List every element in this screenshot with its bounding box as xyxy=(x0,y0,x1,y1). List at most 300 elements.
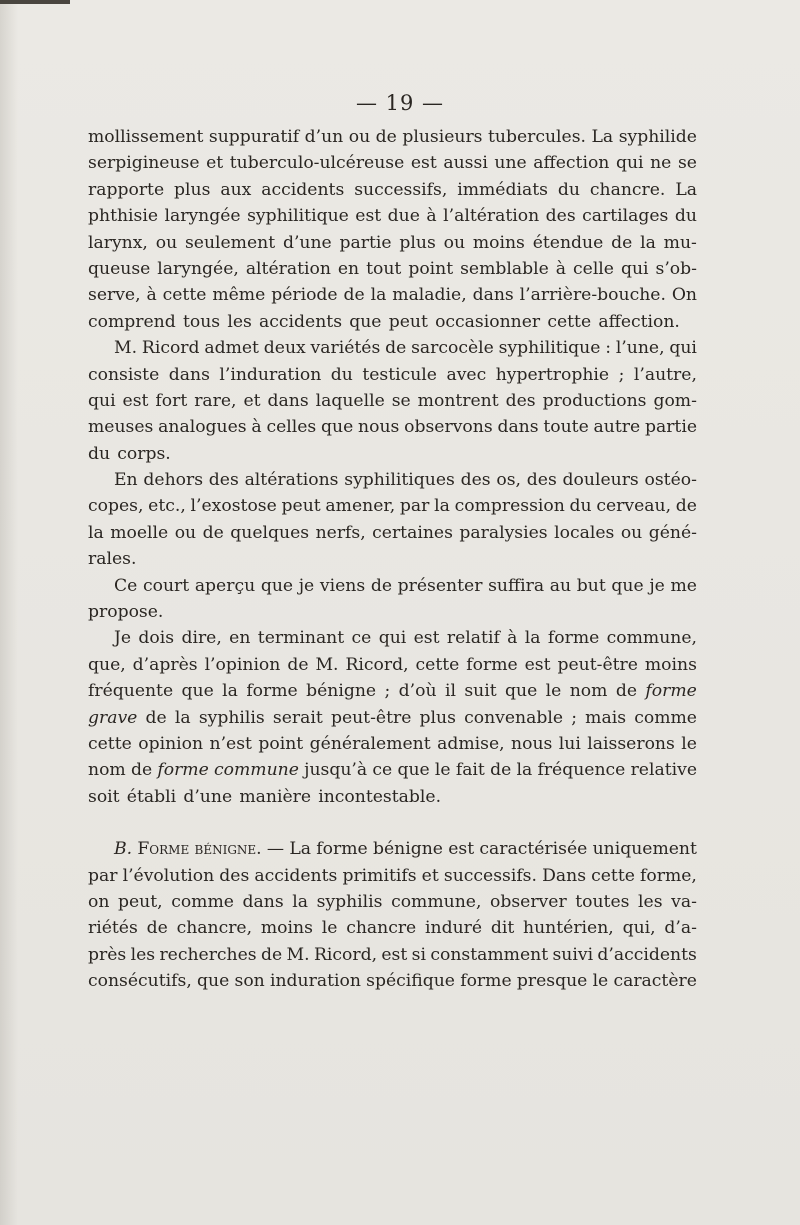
word: que xyxy=(397,760,430,781)
word: montrent xyxy=(417,390,499,411)
word: manière xyxy=(239,786,312,807)
word: serait xyxy=(272,707,323,728)
word: d’une xyxy=(183,786,233,807)
paragraph xyxy=(88,625,697,810)
word: et xyxy=(206,153,224,174)
word: plus xyxy=(399,232,436,253)
text-line xyxy=(88,863,697,889)
text-line xyxy=(88,150,697,176)
word: caractère xyxy=(613,971,697,992)
word: En xyxy=(114,470,138,491)
word: qui xyxy=(669,338,697,359)
word: commune xyxy=(214,760,299,781)
word: autre xyxy=(593,417,641,438)
word: nerfs, xyxy=(315,522,366,543)
word: copes, xyxy=(88,496,144,517)
word: point xyxy=(258,733,304,754)
word: tous xyxy=(182,311,221,332)
word: va- xyxy=(671,891,697,912)
word: forme, xyxy=(640,865,697,886)
word: admet xyxy=(204,338,259,359)
word: suppuratif xyxy=(208,127,300,147)
word: spécifique xyxy=(366,971,455,992)
word: dans xyxy=(472,285,514,306)
word: cartilages xyxy=(582,206,669,227)
word: période xyxy=(271,285,338,306)
word: des xyxy=(219,865,250,886)
word: commune, xyxy=(391,891,482,912)
word: l’opinion xyxy=(204,654,281,675)
word: du xyxy=(569,496,592,517)
word: est xyxy=(448,839,475,860)
word: riétés xyxy=(88,918,138,939)
word: l’altération xyxy=(443,206,540,227)
word: sarcocèle xyxy=(411,338,494,359)
word: chancre xyxy=(346,918,417,939)
word: ostéo- xyxy=(644,470,697,491)
word: de xyxy=(146,918,168,939)
word: cette xyxy=(547,311,592,332)
word: des xyxy=(208,470,239,491)
text-line xyxy=(88,388,697,414)
word: M. xyxy=(114,338,138,359)
word: relative xyxy=(630,760,697,781)
word: du xyxy=(330,364,353,385)
word: presque xyxy=(516,971,588,992)
word: accidents xyxy=(259,311,343,332)
word: rare, xyxy=(194,390,237,411)
text-line xyxy=(88,467,697,493)
section-heading-line xyxy=(88,836,697,862)
word: cette xyxy=(591,865,635,886)
word: près xyxy=(88,944,127,965)
word: constamment xyxy=(430,944,549,965)
word: tout xyxy=(366,258,402,279)
word: de xyxy=(611,232,633,253)
word: est xyxy=(122,390,149,411)
text-line xyxy=(88,203,697,229)
word: le xyxy=(434,760,451,781)
word: dans xyxy=(497,417,539,438)
word: que xyxy=(197,971,230,992)
word: observer xyxy=(490,891,567,912)
word: de xyxy=(370,575,393,596)
word: en xyxy=(229,628,251,649)
word: suffira xyxy=(488,575,545,596)
word: convenable xyxy=(464,707,564,728)
word: etc., xyxy=(148,496,186,517)
word: paralysies xyxy=(459,522,548,543)
word: successifs, xyxy=(354,179,448,200)
word: terminant xyxy=(257,628,345,649)
word: B. xyxy=(114,839,133,860)
word: Forme xyxy=(137,839,190,860)
word: de xyxy=(287,654,309,675)
word: viens xyxy=(319,575,366,596)
word: douleurs xyxy=(562,470,639,491)
word: de xyxy=(260,944,283,965)
word: forme xyxy=(645,681,697,702)
word: M. xyxy=(286,944,310,965)
word: ne xyxy=(650,153,672,174)
text-line xyxy=(88,678,697,704)
word: occasionner xyxy=(435,311,541,332)
word: les xyxy=(638,891,663,912)
text-line xyxy=(88,546,697,572)
word: jusqu’à xyxy=(304,760,368,781)
word: nom xyxy=(88,760,126,781)
text-line xyxy=(88,177,697,203)
word: commune, xyxy=(606,628,697,649)
word: qui xyxy=(378,628,407,649)
word: admise, xyxy=(437,733,505,754)
word: l’évolution xyxy=(122,865,215,886)
text-line xyxy=(88,731,697,757)
word: et xyxy=(243,390,261,411)
word: que xyxy=(611,575,644,596)
word: suit xyxy=(464,681,497,702)
word: le xyxy=(321,918,338,939)
word: aperçu xyxy=(194,575,256,596)
word: d’accidents xyxy=(597,944,697,965)
word: moins xyxy=(472,232,525,253)
binding-shadow xyxy=(0,0,18,1225)
text-line xyxy=(88,414,697,440)
word: la xyxy=(174,707,191,728)
word: accidents xyxy=(261,179,345,200)
word: forme xyxy=(466,654,518,675)
word: si xyxy=(411,944,426,965)
word: que xyxy=(181,681,214,702)
word: des xyxy=(545,206,576,227)
word: forme xyxy=(460,971,512,992)
word: serpigineuse xyxy=(88,153,200,174)
word: à xyxy=(555,258,567,279)
word: syphilitiques xyxy=(344,470,455,491)
word: les xyxy=(130,944,156,965)
word: larynx, xyxy=(88,232,148,253)
word: que xyxy=(349,311,382,332)
body-text xyxy=(88,124,697,995)
word: ; xyxy=(384,681,391,702)
word: des xyxy=(505,390,536,411)
word: due xyxy=(387,206,420,227)
word: est xyxy=(410,153,437,174)
word: uniquement xyxy=(592,839,697,860)
word: affection. xyxy=(598,311,680,332)
word: affection xyxy=(533,153,610,174)
word: se xyxy=(391,390,411,411)
word: aussi xyxy=(443,153,488,174)
word: induration xyxy=(269,971,361,992)
word: laryngée, xyxy=(157,258,239,279)
word: propose. xyxy=(88,602,164,623)
word: gom- xyxy=(653,390,697,411)
word: de xyxy=(385,338,407,359)
word: d’où xyxy=(398,681,437,702)
word: même xyxy=(212,285,266,306)
word: établi xyxy=(126,786,177,807)
word: laisserons xyxy=(587,733,675,754)
word: de xyxy=(490,760,512,781)
word: recherches xyxy=(159,944,257,965)
word: laquelle xyxy=(315,390,385,411)
word: La xyxy=(289,839,312,860)
word: de xyxy=(615,681,638,702)
word: je xyxy=(649,575,665,596)
word: étendue xyxy=(532,232,604,253)
word: du xyxy=(557,179,580,200)
word: altération xyxy=(245,258,331,279)
word: but xyxy=(576,575,606,596)
word: amener, xyxy=(325,496,396,517)
word: peut, xyxy=(118,891,163,912)
word: l’arrière-bouche. xyxy=(519,285,666,306)
text-line xyxy=(88,652,697,678)
word: celle xyxy=(573,258,614,279)
word: corps. xyxy=(117,443,171,464)
word: par xyxy=(88,865,118,886)
word: la xyxy=(434,496,450,517)
word: mais xyxy=(585,707,627,728)
word: La xyxy=(591,127,614,147)
word: semblable xyxy=(460,258,549,279)
word: huntérien, xyxy=(523,918,614,939)
word: moins xyxy=(260,918,313,939)
word: dit xyxy=(490,918,515,939)
word: qui, xyxy=(622,918,656,939)
word: maladie, xyxy=(392,285,467,306)
word: syphilitique xyxy=(247,206,349,227)
word: fréquente xyxy=(88,681,174,702)
word: à xyxy=(507,628,518,649)
word: syphilis xyxy=(198,707,265,728)
word: hypertrophie xyxy=(495,364,610,385)
word: laryngée xyxy=(164,206,241,227)
word: ou xyxy=(174,522,197,543)
text-line xyxy=(88,757,697,783)
word: les xyxy=(227,311,252,332)
word: relatif xyxy=(446,628,500,649)
word: comme xyxy=(634,707,697,728)
word: — xyxy=(266,839,285,860)
word: du xyxy=(88,443,111,464)
word: cette xyxy=(415,654,460,675)
word: lui xyxy=(558,733,581,754)
word: accidents xyxy=(254,865,338,886)
word: de xyxy=(375,127,397,147)
text-line xyxy=(88,942,697,968)
word: s’ob- xyxy=(655,258,697,279)
word: par xyxy=(399,496,430,517)
word: certaines xyxy=(372,522,453,543)
word: qui xyxy=(615,153,644,174)
word: celles xyxy=(266,417,317,438)
word: cerveau, xyxy=(596,496,672,517)
text-line xyxy=(88,124,697,150)
text-line xyxy=(88,309,697,335)
word: ou xyxy=(155,232,178,253)
text-line xyxy=(88,441,697,467)
word: ou xyxy=(620,522,643,543)
text-line xyxy=(88,915,697,941)
word: successifs. xyxy=(443,865,537,886)
text-line xyxy=(88,493,697,519)
word: forme xyxy=(316,839,368,860)
word: syphilitique xyxy=(498,338,601,359)
word: forme xyxy=(547,628,600,649)
word: fait xyxy=(455,760,485,781)
word: de xyxy=(675,496,697,517)
word: variétés xyxy=(310,338,381,359)
word: ou xyxy=(348,127,371,147)
word: La xyxy=(675,179,697,200)
word: la xyxy=(370,285,387,306)
word: une xyxy=(494,153,527,174)
word: on xyxy=(88,891,110,912)
word: mu- xyxy=(663,232,697,253)
word: de xyxy=(145,707,167,728)
word: consécutifs, xyxy=(88,971,192,992)
text-line xyxy=(88,599,697,625)
word: à xyxy=(251,417,262,438)
word: en xyxy=(337,258,360,279)
text-line xyxy=(88,335,697,361)
word: Je xyxy=(114,628,132,649)
word: induré xyxy=(425,918,483,939)
word: dehors xyxy=(143,470,204,491)
word: plusieurs xyxy=(402,127,483,147)
word: phthisie xyxy=(88,206,159,227)
word: de xyxy=(343,285,365,306)
text-line xyxy=(88,573,697,599)
word: se xyxy=(677,153,697,174)
word: peut xyxy=(281,496,321,517)
word: que, xyxy=(88,654,126,675)
section-gap xyxy=(88,810,697,836)
word: dans xyxy=(267,390,309,411)
word: le xyxy=(545,681,562,702)
word: queuse xyxy=(88,258,151,279)
word: que xyxy=(505,681,538,702)
word: est xyxy=(355,206,382,227)
word: la xyxy=(516,760,533,781)
paragraph xyxy=(88,467,697,573)
word: toutes xyxy=(575,891,630,912)
word: dois xyxy=(138,628,175,649)
word: présenter xyxy=(397,575,483,596)
word: d’après xyxy=(132,654,198,675)
word: : xyxy=(605,338,611,359)
word: soit xyxy=(88,786,120,807)
word: d’un xyxy=(304,127,344,147)
word: que xyxy=(260,575,294,596)
word: plus xyxy=(419,707,456,728)
word: immédiats xyxy=(457,179,548,200)
word: compression xyxy=(454,496,565,517)
word: nom xyxy=(569,681,608,702)
word: fréquence xyxy=(537,760,626,781)
word: primitifs xyxy=(342,865,417,886)
word: M. xyxy=(315,654,339,675)
word: rales. xyxy=(88,549,137,570)
top-edge-mark xyxy=(0,0,70,4)
word: peut-être xyxy=(557,654,638,675)
word: caractérisée xyxy=(479,839,588,860)
word: aux xyxy=(220,179,252,200)
text-line xyxy=(88,625,697,651)
word: ce xyxy=(351,628,372,649)
word: comme xyxy=(171,891,234,912)
word: que xyxy=(321,417,354,438)
word: bénigne xyxy=(306,681,377,702)
word: point xyxy=(408,258,454,279)
word: dire, xyxy=(181,628,222,649)
word: Ricord xyxy=(141,338,200,359)
word: l’exostose xyxy=(190,496,277,517)
word: seulement xyxy=(184,232,276,253)
word: la xyxy=(640,232,656,253)
word: le xyxy=(681,733,697,754)
text-line xyxy=(88,362,697,388)
word: comprend xyxy=(88,311,176,332)
text-line xyxy=(88,784,697,810)
word: d’une xyxy=(282,232,332,253)
word: peut xyxy=(388,311,428,332)
word: dans xyxy=(242,891,284,912)
word: son xyxy=(234,971,265,992)
word: il xyxy=(444,681,456,702)
word: nous xyxy=(511,733,553,754)
text-line xyxy=(88,230,697,256)
word: de xyxy=(202,522,224,543)
word: l’autre, xyxy=(633,364,697,385)
word: observons xyxy=(404,417,493,438)
word: incontestable. xyxy=(318,786,442,807)
paragraph xyxy=(88,335,697,467)
word: ce xyxy=(372,760,393,781)
word: qui xyxy=(88,390,116,411)
word: de xyxy=(130,760,153,781)
word: serve, xyxy=(88,285,141,306)
text-line xyxy=(88,256,697,282)
word: mollissement xyxy=(88,127,204,147)
word: Ce xyxy=(114,575,138,596)
word: me xyxy=(670,575,697,596)
page-number: — 19 — xyxy=(355,91,445,115)
word: dans xyxy=(168,364,210,385)
word: la xyxy=(222,681,238,702)
word: du xyxy=(674,206,697,227)
word: ; xyxy=(618,364,625,385)
word: os, xyxy=(496,470,521,491)
word: chancre, xyxy=(176,918,253,939)
word: quelques xyxy=(230,522,310,543)
word: chancre. xyxy=(589,179,666,200)
word: deux xyxy=(263,338,306,359)
word: qui xyxy=(620,258,649,279)
word: testicule xyxy=(362,364,437,385)
word: plus xyxy=(174,179,211,200)
word: l’induration xyxy=(219,364,322,385)
word: est xyxy=(381,944,408,965)
word: au xyxy=(549,575,572,596)
word: bénigne. xyxy=(194,839,262,860)
word: bénigne xyxy=(372,839,443,860)
word: cette xyxy=(88,733,132,754)
word: partie xyxy=(339,232,392,253)
word: peut-être xyxy=(330,707,412,728)
